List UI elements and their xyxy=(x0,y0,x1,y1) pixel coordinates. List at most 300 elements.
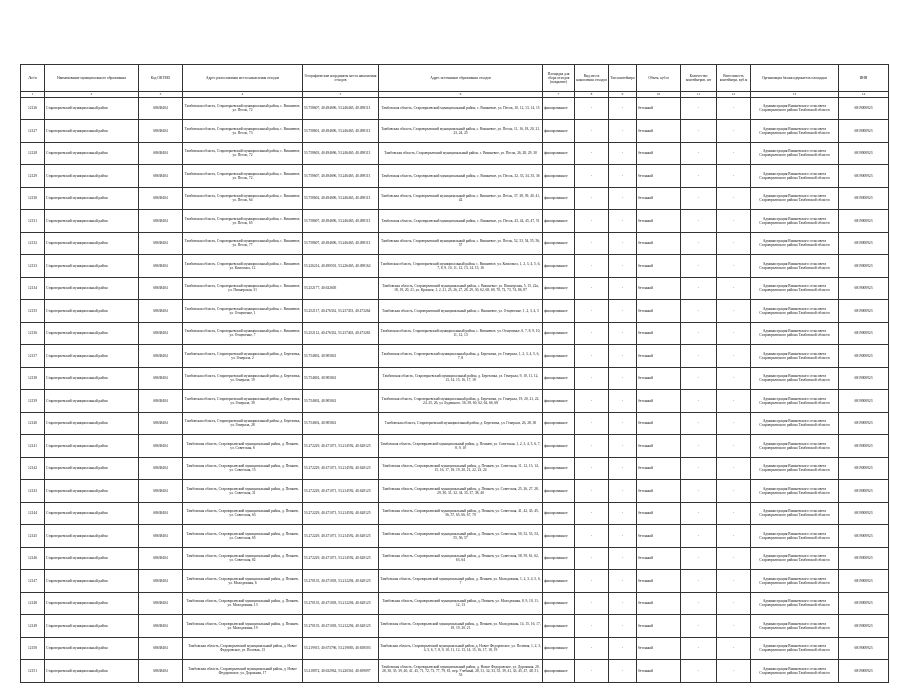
column-number: 12 xyxy=(717,92,751,98)
registry-sheet xyxy=(20,64,888,683)
capacity-cell: - xyxy=(717,525,751,548)
source-address-cell: Тамбовская область, Староюрьевский муниципальный район, с. Вишневое, ул. Отщепенье, 6, 7, 8, 9, 10, 11, 12, 13 xyxy=(379,322,543,345)
container-count-cell: - xyxy=(681,637,717,660)
source-address-cell: Тамбовская область, Староюрьевский муниципальный район, д. Пешнев, ул. Советская, 1, 2, 3, 4, 5, 6, 7, 8, 9, 10 xyxy=(379,435,543,458)
inn-cell: 6819000923 xyxy=(839,187,889,210)
volume-cell: бетонный xyxy=(637,345,681,368)
coordinates-cell: 53.272229, 40.471071, 53.214592, 40.628125 xyxy=(303,502,379,525)
capacity-cell: - xyxy=(717,142,751,165)
capacity-cell: - xyxy=(717,547,751,570)
table-row xyxy=(21,637,889,660)
source-address-cell: Тамбовская область, Староюрьевский муниципальный район, д. Пешнев, ул. Советская, 25, 26, 27, 28, 29, 30, 31, 32, 34, 35, 37, 38, 40 xyxy=(379,480,543,503)
source-address-cell: Тамбовская область, Староюрьевский муниципальный район, д. Новое Федоровское, ул. Полевая, 1, 2, 3, 4, 5, 6, 7, 8, 9, 10, 11, 12, 13, 14, 15, 16, 17, 18, 19 xyxy=(379,637,543,660)
cover-cell: фиксированное xyxy=(543,142,575,165)
table-row xyxy=(21,300,889,323)
source-address-cell: Тамбовская область, Староюрьевский муниципальный район, д. Новое Федоровское, ул. Дорожная, 20, 28, 30, 35, 39, 40, 41, 45, 71, 72, 73, 77, 79, 81, пер. Учебный, 28, 31, 32, 33, 35, 39, 41, 43, 45, 47, 48, 51, 53 xyxy=(379,660,543,683)
inn-cell: 6819000923 xyxy=(839,277,889,300)
site-address-cell: Тамбовская область, Староюрьевский муниципальный район, д. Пешнев, ул. Молодежная, 6 xyxy=(183,570,303,593)
site-kind-cell: - xyxy=(575,480,609,503)
container-type-cell: - xyxy=(609,277,637,300)
volume-cell: бетонный xyxy=(637,502,681,525)
container-type-cell: - xyxy=(609,502,637,525)
site-kind-cell: - xyxy=(575,165,609,188)
organization-cell: Администрация Вишневского сельсовета Староюрьевского района Тамбовской области xyxy=(751,210,839,233)
capacity-cell: - xyxy=(717,412,751,435)
cover-cell: фиксированное xyxy=(543,255,575,278)
row-id: 12129 xyxy=(21,165,45,188)
municipality-cell: Староюрьевский муниципальный район xyxy=(45,480,139,503)
table-row xyxy=(21,187,889,210)
organization-cell: Администрация Вишневского сельсовета Староюрьевского района Тамбовской области xyxy=(751,322,839,345)
cover-cell: фиксированное xyxy=(543,367,575,390)
organization-cell: Администрация Вишневского сельсовета Староюрьевского района Тамбовской области xyxy=(751,547,839,570)
column-number: 9 xyxy=(609,92,637,98)
oktmo-cell: 68638404 xyxy=(139,390,183,413)
coordinates-cell: 53.754692, 40.905841 xyxy=(303,345,379,368)
container-type-cell: - xyxy=(609,210,637,233)
cover-cell: фиксированное xyxy=(543,592,575,615)
inn-cell: 6819000923 xyxy=(839,390,889,413)
site-kind-cell: - xyxy=(575,367,609,390)
column-number: 7 xyxy=(543,92,575,98)
capacity-cell: - xyxy=(717,322,751,345)
capacity-cell: - xyxy=(717,457,751,480)
inn-cell: 6819000923 xyxy=(839,480,889,503)
site-address-cell: Тамбовская область, Староюрьевский муниципальный район, с. Вишневое, ул. Песок, 72 xyxy=(183,142,303,165)
capacity-cell: - xyxy=(717,502,751,525)
container-type-cell: - xyxy=(609,570,637,593)
row-id: 12137 xyxy=(21,345,45,368)
waste-sites-table xyxy=(20,64,889,683)
municipality-cell: Староюрьевский муниципальный район xyxy=(45,210,139,233)
container-count-cell: - xyxy=(681,97,717,120)
inn-cell: 6819000923 xyxy=(839,97,889,120)
column-header: ИНН xyxy=(839,65,889,92)
container-type-cell: - xyxy=(609,390,637,413)
cover-cell: фиксированное xyxy=(543,660,575,683)
table-row xyxy=(21,660,889,683)
organization-cell: Администрация Вишневского сельсовета Староюрьевского района Тамбовской области xyxy=(751,615,839,638)
inn-cell: 6819000923 xyxy=(839,457,889,480)
volume-cell: бетонный xyxy=(637,210,681,233)
table-row xyxy=(21,210,889,233)
capacity-cell: - xyxy=(717,480,751,503)
cover-cell: фиксированное xyxy=(543,547,575,570)
source-address-cell: Тамбовская область, Староюрьевский муниципальный район, д. Березовка, ул. Генерала, 19, 20, 21, 22, 24, 25, 26, ул. Буденного, 56, 58, 60, 62, 64, 66, 68 xyxy=(379,390,543,413)
cover-cell: фиксированное xyxy=(543,97,575,120)
municipality-cell: Староюрьевский муниципальный район xyxy=(45,637,139,660)
container-count-cell: - xyxy=(681,390,717,413)
coordinates-cell: 53.252117, 40.476332, 53.237453, 40.473264 xyxy=(303,300,379,323)
cover-cell: фиксированное xyxy=(543,300,575,323)
container-type-cell: - xyxy=(609,345,637,368)
container-count-cell: - xyxy=(681,480,717,503)
volume-cell: бетонный xyxy=(637,97,681,120)
oktmo-cell: 68638404 xyxy=(139,457,183,480)
cover-cell: фиксированное xyxy=(543,345,575,368)
site-kind-cell: - xyxy=(575,120,609,143)
container-type-cell: - xyxy=(609,97,637,120)
column-number: 2 xyxy=(45,92,139,98)
site-kind-cell: - xyxy=(575,142,609,165)
capacity-cell: - xyxy=(717,120,751,143)
organization-cell: Администрация Вишневского сельсовета Староюрьевского района Тамбовской области xyxy=(751,142,839,165)
oktmo-cell: 68638404 xyxy=(139,300,183,323)
site-address-cell: Тамбовская область, Староюрьевский муниципальный район, с. Вишневое, ул. Пионерская, 31 xyxy=(183,277,303,300)
column-number: 10 xyxy=(637,92,681,98)
site-kind-cell: - xyxy=(575,210,609,233)
column-header: Количество контейнеров, шт xyxy=(681,65,717,92)
table-row xyxy=(21,165,889,188)
volume-cell: бетонный xyxy=(637,412,681,435)
municipality-cell: Староюрьевский муниципальный район xyxy=(45,435,139,458)
cover-cell: фиксированное xyxy=(543,480,575,503)
organization-cell: Администрация Вишневского сельсовета Староюрьевского района Тамбовской области xyxy=(751,660,839,683)
coordinates-cell: 53.252112, 40.476332, 53.237463, 40.473263 xyxy=(303,322,379,345)
site-address-cell: Тамбовская область, Староюрьевский муниципальный район, д. Пешнев, ул. Советская, 15 xyxy=(183,457,303,480)
site-address-cell: Тамбовская область, Староюрьевский муниципальный район, д. Пешнев, ул. Молодежная, 19 xyxy=(183,615,303,638)
source-address-cell: Тамбовская область, Староюрьевский муниципальный район, с. Вишневое, ул. Пионерская, 5, 15, 22а, 18, 19, 20, 21, ул. Краснея, 1, 2, 21, 25, 26, 27, 28, 29, 30, 62, 68, 69, 70, 72, 73, 74, 86, 87 xyxy=(379,277,543,300)
table-row xyxy=(21,570,889,593)
oktmo-cell: 68638404 xyxy=(139,232,183,255)
municipality-cell: Староюрьевский муниципальный район xyxy=(45,412,139,435)
inn-cell: 6819000923 xyxy=(839,502,889,525)
oktmo-cell: 68638404 xyxy=(139,570,183,593)
site-address-cell: Тамбовская область, Староюрьевский муниципальный район, д. Березовка, ул. Генерала, 19 xyxy=(183,367,303,390)
coordinates-cell: 53.226214, 40.490501, 53.226465, 40.498162 xyxy=(303,255,379,278)
container-count-cell: - xyxy=(681,120,717,143)
source-address-cell: Тамбовская область, Староюрьевский муниципальный район, д. Пешнев, ул. Советская, 41, 42, 43, 45, 56, 57, 65, 66, 67, 70 xyxy=(379,502,543,525)
table-row xyxy=(21,277,889,300)
cover-cell: фиксированное xyxy=(543,457,575,480)
oktmo-cell: 68638404 xyxy=(139,255,183,278)
volume-cell: бетонный xyxy=(637,637,681,660)
oktmo-cell: 68638404 xyxy=(139,322,183,345)
coordinates-cell: 53.758607, 40.494696, 53.246465, 40.498113 xyxy=(303,165,379,188)
inn-cell: 6819000923 xyxy=(839,322,889,345)
site-kind-cell: - xyxy=(575,412,609,435)
site-address-cell: Тамбовская область, Староюрьевский муниципальный район, д. Пешнев, ул. Советская, 31 xyxy=(183,480,303,503)
row-id: 12126 xyxy=(21,97,45,120)
container-count-cell: - xyxy=(681,570,717,593)
capacity-cell: - xyxy=(717,660,751,683)
container-count-cell: - xyxy=(681,660,717,683)
volume-cell: бетонный xyxy=(637,570,681,593)
cover-cell: фиксированное xyxy=(543,412,575,435)
container-type-cell: - xyxy=(609,187,637,210)
column-header: Код ОКТМО xyxy=(139,65,183,92)
source-address-cell: Тамбовская область, Староюрьевский муниципальный район, с. Вишневое, ул. Песок, 37, 38, 39, 40, 41, 42 xyxy=(379,187,543,210)
volume-cell: бетонный xyxy=(637,232,681,255)
row-id: 12127 xyxy=(21,120,45,143)
coordinates-cell: 53.218072, 40.632962, 53.220361, 40.659097 xyxy=(303,660,379,683)
row-id: 12128 xyxy=(21,142,45,165)
container-type-cell: - xyxy=(609,480,637,503)
container-count-cell: - xyxy=(681,435,717,458)
row-id: 12138 xyxy=(21,367,45,390)
capacity-cell: - xyxy=(717,592,751,615)
site-kind-cell: - xyxy=(575,345,609,368)
site-address-cell: Тамбовская область, Староюрьевский муниципальный район, д. Новое Федоровское, ул. Дорожная, 17 xyxy=(183,660,303,683)
volume-cell: бетонный xyxy=(637,120,681,143)
inn-cell: 6819000923 xyxy=(839,255,889,278)
site-kind-cell: - xyxy=(575,570,609,593)
municipality-cell: Староюрьевский муниципальный район xyxy=(45,97,139,120)
column-header: Вместимость контейнера, куб.м xyxy=(717,65,751,92)
container-count-cell: - xyxy=(681,525,717,548)
source-address-cell: Тамбовская область, Староюрьевский муниципальный район, с. Вишневое, ул. Комсомол, 1, 2, 3, 4, 5, 6, 7, 8, 9, 10, 11, 12, 13, 14, 15, 16 xyxy=(379,255,543,278)
container-count-cell: - xyxy=(681,502,717,525)
column-number: 4 xyxy=(183,92,303,98)
row-id: 12140 xyxy=(21,412,45,435)
cover-cell: фиксированное xyxy=(543,570,575,593)
inn-cell: 6819000923 xyxy=(839,300,889,323)
column-header: Площадка для сбора отходов (покрытие) xyxy=(543,65,575,92)
container-type-cell: - xyxy=(609,232,637,255)
cover-cell: фиксированное xyxy=(543,525,575,548)
container-count-cell: - xyxy=(681,142,717,165)
cover-cell: фиксированное xyxy=(543,277,575,300)
municipality-cell: Староюрьевский муниципальный район xyxy=(45,300,139,323)
site-kind-cell: - xyxy=(575,232,609,255)
site-kind-cell: - xyxy=(575,637,609,660)
container-type-cell: - xyxy=(609,165,637,188)
site-kind-cell: - xyxy=(575,592,609,615)
coordinates-cell: 53.272229, 40.471071, 53.214592, 40.628125 xyxy=(303,435,379,458)
coordinates-cell: 53.252177, 40.632605 xyxy=(303,277,379,300)
container-type-cell: - xyxy=(609,120,637,143)
source-address-cell: Тамбовская область, Староюрьевский муниципальный район, с. Вишневое, ул. Песок, 43, 44, 45, 47, 51 xyxy=(379,210,543,233)
site-address-cell: Тамбовская область, Староюрьевский муниципальный район, с. Вишневое, ул. Песок, 72 xyxy=(183,165,303,188)
municipality-cell: Староюрьевский муниципальный район xyxy=(45,367,139,390)
oktmo-cell: 68638404 xyxy=(139,412,183,435)
municipality-cell: Староюрьевский муниципальный район xyxy=(45,322,139,345)
column-header: Адрес расположения места накопления отходов xyxy=(183,65,303,92)
site-kind-cell: - xyxy=(575,660,609,683)
volume-cell: бетонный xyxy=(637,660,681,683)
column-number: 6 xyxy=(379,92,543,98)
site-kind-cell: - xyxy=(575,525,609,548)
volume-cell: бетонный xyxy=(637,457,681,480)
site-address-cell: Тамбовская область, Староюрьевский муниципальный район, д. Новое Федоровское, ул. Полевая, 13 xyxy=(183,637,303,660)
organization-cell: Администрация Вишневского сельсовета Староюрьевского района Тамбовской области xyxy=(751,120,839,143)
column-header: Объем, куб.м xyxy=(637,65,681,92)
row-id: 12134 xyxy=(21,277,45,300)
container-type-cell: - xyxy=(609,547,637,570)
container-type-cell: - xyxy=(609,637,637,660)
coordinates-cell: 53.270135, 40.471003, 53.212294, 40.628125 xyxy=(303,592,379,615)
organization-cell: Администрация Вишневского сельсовета Староюрьевского района Тамбовской области xyxy=(751,412,839,435)
cover-cell: фиксированное xyxy=(543,210,575,233)
inn-cell: 6819000923 xyxy=(839,120,889,143)
container-count-cell: - xyxy=(681,592,717,615)
table-row xyxy=(21,322,889,345)
volume-cell: бетонный xyxy=(637,525,681,548)
site-address-cell: Тамбовская область, Староюрьевский муниципальный район, д. Пешнев, ул. Советская, 63 xyxy=(183,502,303,525)
row-id: 12130 xyxy=(21,187,45,210)
site-kind-cell: - xyxy=(575,435,609,458)
oktmo-cell: 68638404 xyxy=(139,637,183,660)
inn-cell: 6819000923 xyxy=(839,412,889,435)
site-address-cell: Тамбовская область, Староюрьевский муниципальный район, д. Пешнев, ул. Советская, 6 xyxy=(183,435,303,458)
organization-cell: Администрация Вишневского сельсовета Староюрьевского района Тамбовской области xyxy=(751,367,839,390)
oktmo-cell: 68638404 xyxy=(139,547,183,570)
oktmo-cell: 68638404 xyxy=(139,592,183,615)
oktmo-cell: 68638404 xyxy=(139,480,183,503)
table-row xyxy=(21,345,889,368)
row-id: 12143 xyxy=(21,480,45,503)
container-count-cell: - xyxy=(681,232,717,255)
row-id: 12133 xyxy=(21,255,45,278)
container-type-cell: - xyxy=(609,322,637,345)
row-id: 12139 xyxy=(21,390,45,413)
site-address-cell: Тамбовская область, Староюрьевский муниципальный район, с. Вишневое, ул. Комсомол, 12 xyxy=(183,255,303,278)
organization-cell: Администрация Вишневского сельсовета Староюрьевского района Тамбовской области xyxy=(751,345,839,368)
capacity-cell: - xyxy=(717,637,751,660)
source-address-cell: Тамбовская область, Староюрьевский муниципальный район, д. Пешнев, ул. Молодежная, 8, 9, 10, 11, 12, 13 xyxy=(379,592,543,615)
volume-cell: бетонный xyxy=(637,367,681,390)
container-count-cell: - xyxy=(681,615,717,638)
site-kind-cell: - xyxy=(575,547,609,570)
source-address-cell: Тамбовская область, Староюрьевский муниципальный район, с. Вишневое, ул. Песок, 10, 12, 13, 14, 15 xyxy=(379,97,543,120)
row-id: 12144 xyxy=(21,502,45,525)
oktmo-cell: 68638404 xyxy=(139,277,183,300)
source-address-cell: Тамбовская область, Староюрьевский муниципальный район, с. Вишневое, ул. Песок, 52, 53, 54, 55, 56, 57 xyxy=(379,232,543,255)
capacity-cell: - xyxy=(717,570,751,593)
oktmo-cell: 68638404 xyxy=(139,120,183,143)
inn-cell: 6819000923 xyxy=(839,570,889,593)
table-row xyxy=(21,435,889,458)
row-id: 12150 xyxy=(21,637,45,660)
volume-cell: бетонный xyxy=(637,480,681,503)
organization-cell: Администрация Вишневского сельсовета Староюрьевского района Тамбовской области xyxy=(751,435,839,458)
container-count-cell: - xyxy=(681,187,717,210)
cover-cell: фиксированное xyxy=(543,322,575,345)
volume-cell: бетонный xyxy=(637,165,681,188)
table-body xyxy=(21,97,889,682)
container-type-cell: - xyxy=(609,412,637,435)
volume-cell: бетонный xyxy=(637,255,681,278)
inn-cell: 6819000923 xyxy=(839,345,889,368)
oktmo-cell: 68638404 xyxy=(139,502,183,525)
volume-cell: бетонный xyxy=(637,142,681,165)
container-type-cell: - xyxy=(609,457,637,480)
row-id: 12151 xyxy=(21,660,45,683)
table-row xyxy=(21,615,889,638)
column-number: 14 xyxy=(839,92,889,98)
capacity-cell: - xyxy=(717,615,751,638)
container-count-cell: - xyxy=(681,367,717,390)
container-type-cell: - xyxy=(609,367,637,390)
container-count-cell: - xyxy=(681,547,717,570)
inn-cell: 6819000923 xyxy=(839,660,889,683)
organization-cell: Администрация Вишневского сельсовета Староюрьевского района Тамбовской области xyxy=(751,637,839,660)
volume-cell: бетонный xyxy=(637,615,681,638)
source-address-cell: Тамбовская область, Староюрьевский муниципальный район, д. Березовка, ул. Генерала, 1, 2, 3, 4, 5, 6, 7, 8 xyxy=(379,345,543,368)
site-address-cell: Тамбовская область, Староюрьевский муниципальный район, с. Вишневое, ул. Песок, 73 xyxy=(183,120,303,143)
organization-cell: Администрация Вишневского сельсовета Староюрьевского района Тамбовской области xyxy=(751,165,839,188)
municipality-cell: Староюрьевский муниципальный район xyxy=(45,255,139,278)
volume-cell: бетонный xyxy=(637,277,681,300)
cover-cell: фиксированное xyxy=(543,120,575,143)
organization-cell: Администрация Вишневского сельсовета Староюрьевского района Тамбовской области xyxy=(751,480,839,503)
capacity-cell: - xyxy=(717,97,751,120)
row-id: 12131 xyxy=(21,210,45,233)
municipality-cell: Староюрьевский муниципальный район xyxy=(45,525,139,548)
container-count-cell: - xyxy=(681,345,717,368)
source-address-cell: Тамбовская область, Староюрьевский муниципальный район, д. Пешнев, ул. Советская, 50, 52, 53, 54, 55, 56, 57 xyxy=(379,525,543,548)
site-address-cell: Тамбовская область, Староюрьевский муниципальный район, д. Березовка, ул. Генерала, 2 xyxy=(183,345,303,368)
site-address-cell: Тамбовская область, Староюрьевский муниципальный район, с. Вишневое, ул. Песок, 64 xyxy=(183,187,303,210)
inn-cell: 6819000923 xyxy=(839,142,889,165)
table-row xyxy=(21,457,889,480)
coordinates-cell: 53.758607, 40.494696, 53.246465, 40.498113 xyxy=(303,97,379,120)
municipality-cell: Староюрьевский муниципальный район xyxy=(45,502,139,525)
table-row xyxy=(21,120,889,143)
table-row xyxy=(21,547,889,570)
container-type-cell: - xyxy=(609,435,637,458)
coordinates-cell: 53.754692, 40.905841 xyxy=(303,367,379,390)
cover-cell: фиксированное xyxy=(543,165,575,188)
coordinates-cell: 53.272229, 40.471071, 53.214592, 40.628125 xyxy=(303,525,379,548)
oktmo-cell: 68638404 xyxy=(139,165,183,188)
municipality-cell: Староюрьевский муниципальный район xyxy=(45,345,139,368)
municipality-cell: Староюрьевский муниципальный район xyxy=(45,592,139,615)
volume-cell: бетонный xyxy=(637,592,681,615)
oktmo-cell: 68638404 xyxy=(139,210,183,233)
container-type-cell: - xyxy=(609,615,637,638)
site-address-cell: Тамбовская область, Староюрьевский муниципальный район, д. Березовка, ул. Генерала, 30 xyxy=(183,390,303,413)
capacity-cell: - xyxy=(717,232,751,255)
site-address-cell: Тамбовская область, Староюрьевский муниципальный район, с. Вишневое, ул. Отщепенье, 1 xyxy=(183,300,303,323)
capacity-cell: - xyxy=(717,277,751,300)
coordinates-cell: 53.758607, 40.494696, 53.246465, 40.498113 xyxy=(303,232,379,255)
organization-cell: Администрация Вишневского сельсовета Староюрьевского района Тамбовской области xyxy=(751,277,839,300)
municipality-cell: Староюрьевский муниципальный район xyxy=(45,660,139,683)
site-address-cell: Тамбовская область, Староюрьевский муниципальный район, д. Пешнев, ул. Молодежная, 13 xyxy=(183,592,303,615)
volume-cell: бетонный xyxy=(637,322,681,345)
organization-cell: Администрация Вишневского сельсовета Староюрьевского района Тамбовской области xyxy=(751,390,839,413)
column-header: Географические координаты места накопления отходов xyxy=(303,65,379,92)
organization-cell: Администрация Вишневского сельсовета Староюрьевского района Тамбовской области xyxy=(751,255,839,278)
container-type-cell: - xyxy=(609,660,637,683)
municipality-cell: Староюрьевский муниципальный район xyxy=(45,570,139,593)
site-kind-cell: - xyxy=(575,187,609,210)
site-kind-cell: - xyxy=(575,457,609,480)
organization-cell: Администрация Вишневского сельсовета Староюрьевского района Тамбовской области xyxy=(751,97,839,120)
organization-cell: Администрация Вишневского сельсовета Староюрьевского района Тамбовской области xyxy=(751,300,839,323)
row-id: 12136 xyxy=(21,322,45,345)
capacity-cell: - xyxy=(717,435,751,458)
coordinates-cell: 53.758602, 40.494696, 53.246465, 40.498113 xyxy=(303,187,379,210)
organization-cell: Администрация Вишневского сельсовета Староюрьевского района Тамбовской области xyxy=(751,187,839,210)
capacity-cell: - xyxy=(717,255,751,278)
cover-cell: фиксированное xyxy=(543,187,575,210)
municipality-cell: Староюрьевский муниципальный район xyxy=(45,547,139,570)
inn-cell: 6819000923 xyxy=(839,210,889,233)
row-id: 12146 xyxy=(21,547,45,570)
coordinates-cell: 53.754692, 40.905841 xyxy=(303,390,379,413)
table-row xyxy=(21,390,889,413)
organization-cell: Администрация Вишневского сельсовета Староюрьевского района Тамбовской области xyxy=(751,570,839,593)
oktmo-cell: 68638404 xyxy=(139,525,183,548)
capacity-cell: - xyxy=(717,210,751,233)
site-kind-cell: - xyxy=(575,97,609,120)
source-address-cell: Тамбовская область, Староюрьевский муниципальный район, д. Березовка, ул. Генерала, 26, 28, 30 xyxy=(379,412,543,435)
source-address-cell: Тамбовская область, Староюрьевский муниципальный район, с. Вишневое, ул. Песок, 32, 33, 34, 35, 36 xyxy=(379,165,543,188)
capacity-cell: - xyxy=(717,345,751,368)
container-count-cell: - xyxy=(681,210,717,233)
